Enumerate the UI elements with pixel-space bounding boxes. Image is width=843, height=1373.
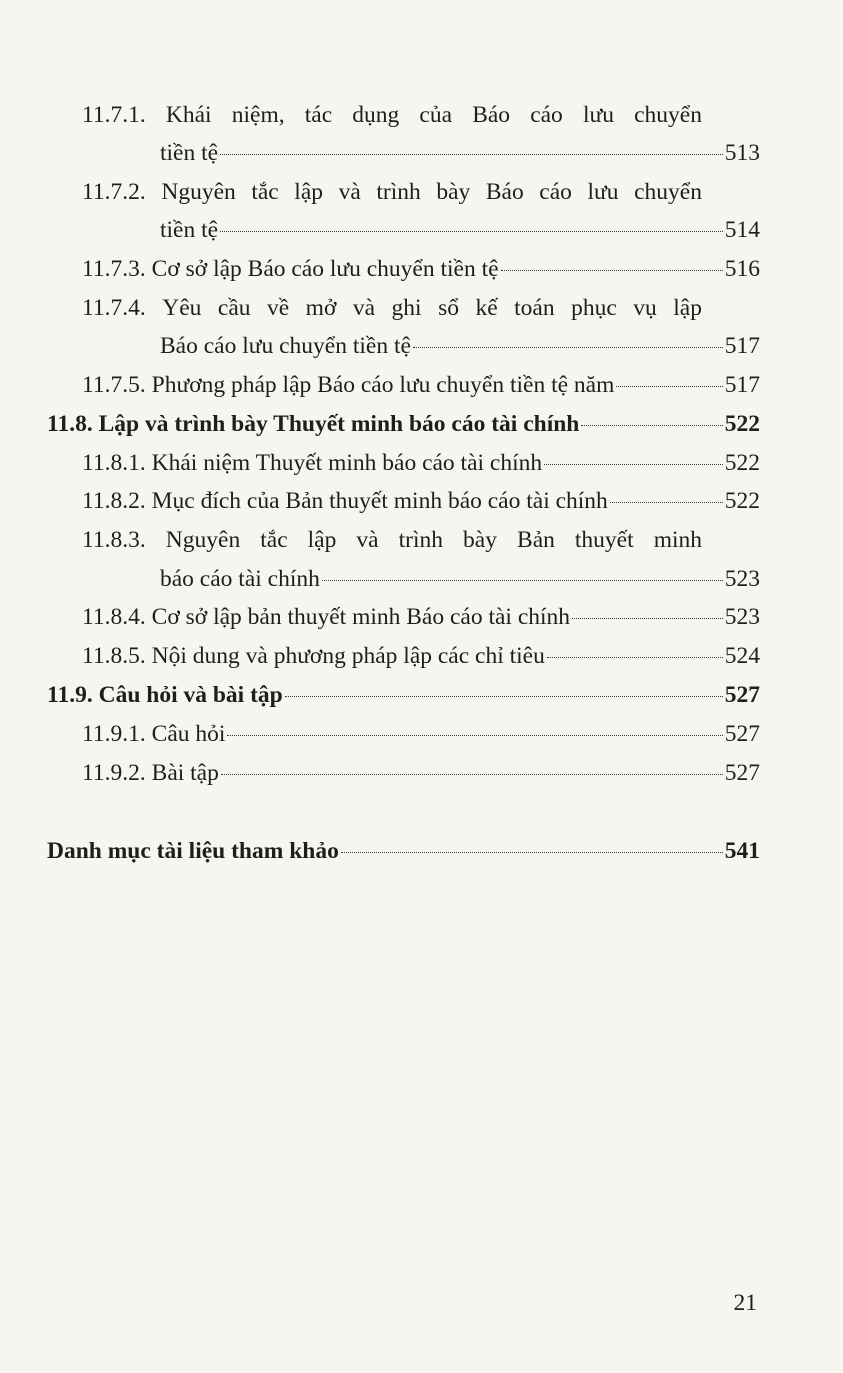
toc-entry-11-8-5 <box>82 637 760 675</box>
entry-title: Cơ sở lập Báo cáo lưu chuyển tiền tệ <box>151 256 499 282</box>
entry-number: 11.9. <box>47 682 93 708</box>
word: Báo <box>472 102 511 128</box>
word: lưu <box>582 102 614 128</box>
dot-leader <box>413 347 723 348</box>
toc-section-11-8 <box>47 405 760 443</box>
entry-label <box>47 405 579 443</box>
entry-number: 11.8.4. <box>82 604 146 630</box>
entry-title: tiền tệ <box>160 217 219 243</box>
entry-page: 523 <box>724 604 760 630</box>
entry-page: 517 <box>724 372 760 398</box>
dot-leader <box>572 618 723 619</box>
toc-entry-11-7-1-line2 <box>160 134 760 172</box>
entry-title: Phương pháp lập Báo cáo lưu chuyển tiền tệ năm <box>151 372 615 398</box>
entry-page: 514 <box>724 217 760 243</box>
entry-page: 527 <box>724 682 760 708</box>
dot-leader <box>581 425 722 426</box>
word: thuyết <box>574 527 634 553</box>
dot-leader <box>547 657 723 658</box>
word: kế <box>475 295 498 321</box>
page-number: 21 <box>733 1290 757 1316</box>
word: Bản <box>517 527 555 553</box>
dot-leader <box>616 386 722 387</box>
word: tác <box>304 102 333 128</box>
entry-label <box>82 715 225 753</box>
word: Nguyên <box>165 527 241 553</box>
dot-leader <box>341 852 723 853</box>
dot-leader <box>220 154 723 155</box>
entry-number: 11.7.5. <box>82 372 146 398</box>
entry-label <box>82 598 570 636</box>
word: toán <box>514 295 555 321</box>
word: tắc <box>251 179 279 205</box>
word: bày <box>463 527 497 553</box>
entry-label <box>82 444 542 482</box>
word: trình <box>376 179 421 205</box>
word: Báo <box>485 179 524 205</box>
entry-title: tiền tệ <box>160 140 219 166</box>
word: lập <box>294 179 324 205</box>
entry-title: Nội dung và phương pháp lập các chỉ tiêu <box>151 643 545 669</box>
dot-leader <box>544 464 723 465</box>
entry-number: 11.8.2. <box>82 488 146 514</box>
entry-label <box>82 366 614 404</box>
word: cáo <box>530 102 563 128</box>
toc-entry-11-8-1 <box>82 444 760 482</box>
entry-number: 11.7.1. <box>82 102 146 128</box>
word: minh <box>653 527 702 553</box>
entry-number: 11.7.4. <box>82 295 146 321</box>
dot-leader <box>610 502 723 503</box>
word: ghi <box>391 295 422 321</box>
entry-title: Câu hỏi <box>151 721 226 747</box>
entry-label <box>82 754 219 792</box>
word: vụ <box>633 295 657 321</box>
word: Nguyên <box>161 179 236 205</box>
toc-entry-11-7-3 <box>82 250 760 288</box>
toc-entry-11-7-2-line2 <box>160 211 760 249</box>
entry-title: Cơ sở lập bản thuyết minh Báo cáo tài chính <box>151 604 571 630</box>
entry-page: 522 <box>724 450 760 476</box>
word: của <box>419 102 453 128</box>
entry-number: 11.8.3. <box>82 527 146 553</box>
entry-label <box>82 250 499 288</box>
toc-entry-11-7-4-line2 <box>160 327 760 365</box>
entry-label <box>82 637 545 675</box>
word: về <box>267 295 290 321</box>
entry-title: Báo cáo lưu chuyển tiền tệ <box>160 333 411 359</box>
entry-number: 11.9.1. <box>82 721 146 747</box>
word: lập <box>673 295 702 321</box>
word: lưu <box>587 179 619 205</box>
toc-entry-11-8-3-line1 <box>82 521 702 559</box>
dot-leader <box>220 231 723 232</box>
dot-leader <box>221 774 723 775</box>
entry-number: 11.7.3. <box>82 256 146 282</box>
toc-entry-11-7-4-line1 <box>82 289 702 327</box>
word: sổ <box>438 295 459 321</box>
entry-title: Lập và trình bày Thuyết minh báo cáo tài chính <box>98 411 580 437</box>
toc-entry-11-9-1 <box>82 715 760 753</box>
toc-entry-11-9-2 <box>82 754 760 792</box>
toc-entry-11-8-3-line2 <box>160 560 760 598</box>
entry-page: 522 <box>724 488 760 514</box>
toc-section-11-9 <box>47 676 760 714</box>
entry-page: 527 <box>724 760 760 786</box>
word: chuyển <box>634 179 702 205</box>
word: và <box>338 179 361 205</box>
entry-title: Câu hỏi và bài tập <box>98 682 283 708</box>
entry-page: 527 <box>724 721 760 747</box>
word: niệm, <box>231 102 285 128</box>
entry-label <box>47 676 283 714</box>
toc-entry-11-7-5 <box>82 366 760 404</box>
entry-page: 513 <box>724 140 760 166</box>
word: cầu <box>217 295 251 321</box>
toc-entry-11-8-4 <box>82 598 760 636</box>
entry-page: 523 <box>724 566 760 592</box>
entry-page: 522 <box>724 411 760 437</box>
entry-page: 516 <box>724 256 760 282</box>
word: phục <box>571 295 617 321</box>
word: Yêu <box>162 295 202 321</box>
dot-leader <box>322 580 723 581</box>
word: mở <box>305 295 337 321</box>
word: cáo <box>539 179 572 205</box>
entry-number: 11.7.2. <box>82 179 146 205</box>
entry-page: 524 <box>724 643 760 669</box>
dot-leader <box>285 696 723 697</box>
word: tắc <box>260 527 288 553</box>
toc-references <box>47 832 760 870</box>
entry-page: 541 <box>724 838 760 864</box>
dot-leader <box>501 270 723 271</box>
word: và <box>356 527 379 553</box>
toc-entry-11-7-2-line1 <box>82 173 702 211</box>
word: và <box>352 295 376 321</box>
entry-page: 517 <box>724 333 760 359</box>
dot-leader <box>227 735 722 736</box>
entry-number: 11.8. <box>47 411 93 437</box>
word: dụng <box>352 102 400 128</box>
word: trình <box>398 527 444 553</box>
entry-title: báo cáo tài chính <box>160 566 320 592</box>
entry-number: 11.9.2. <box>82 760 146 786</box>
entry-title: Danh mục tài liệu tham khảo <box>47 838 339 864</box>
toc-entry-11-8-2 <box>82 482 760 520</box>
entry-number: 11.8.1. <box>82 450 146 476</box>
word: chuyển <box>634 102 702 128</box>
entry-title: Bài tập <box>151 760 219 786</box>
entry-label <box>82 482 608 520</box>
entry-title: Mục đích của Bản thuyết minh báo cáo tài chính <box>151 488 608 514</box>
entry-title: Khái niệm Thuyết minh báo cáo tài chính <box>151 450 543 476</box>
word: Khái <box>165 102 212 128</box>
toc-entry-11-7-1-line1 <box>82 96 702 134</box>
word: lập <box>307 527 337 553</box>
entry-number: 11.8.5. <box>82 643 146 669</box>
word: bày <box>436 179 471 205</box>
